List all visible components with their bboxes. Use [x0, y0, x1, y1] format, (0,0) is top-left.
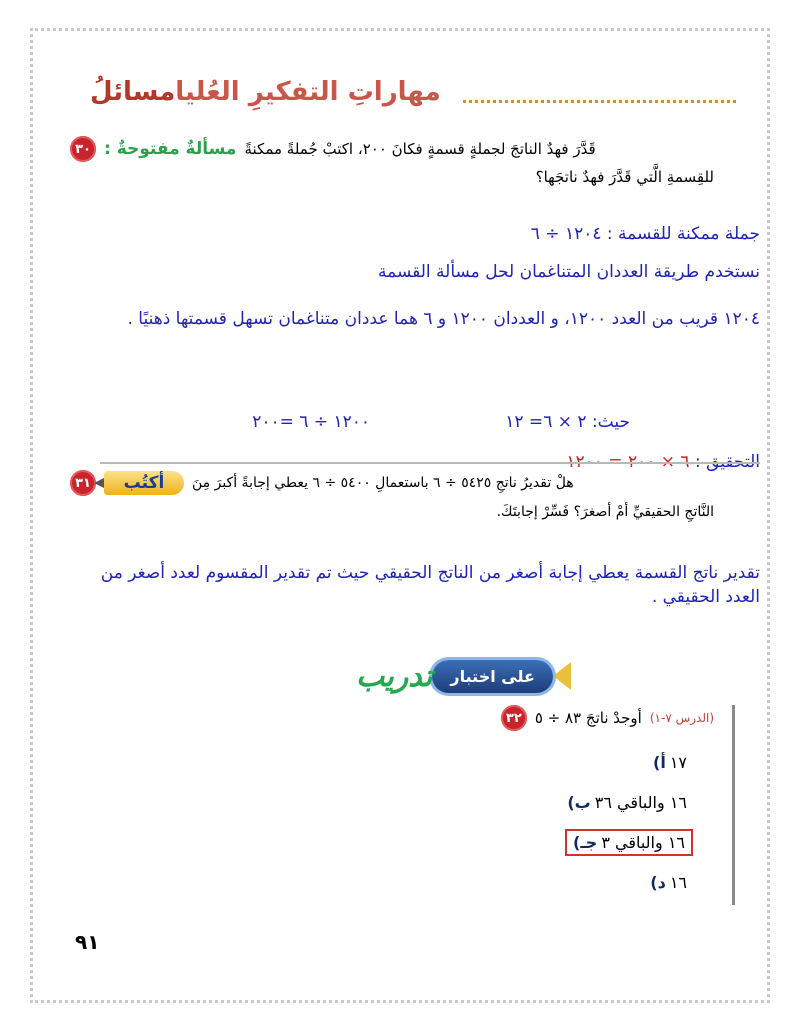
write-tag: أكتُب	[104, 471, 184, 495]
option-c-selected[interactable]	[565, 829, 693, 856]
divider	[100, 462, 760, 464]
banner-arrow-icon	[553, 662, 571, 690]
question-text-line2: للقِسمةِ الَّتي قَدَّرَ فهدٌ ناتجَها؟	[535, 168, 714, 186]
question-number-badge: ٣٠	[70, 136, 96, 162]
calc-right	[370, 412, 630, 432]
question-number-badge: ٣٢	[501, 705, 527, 731]
section-title-part2: مهاراتِ التفكيرِ العُليا	[175, 77, 441, 107]
option-label: د)	[650, 873, 666, 892]
question-text-line1: قَدَّرَ فهدٌ الناتجَ لجملةٍ قسمةٍ فكانَ ٢٠٠، اكتبْ جُملةً ممكنةً	[244, 140, 596, 158]
banner-word1: تدريب	[356, 658, 433, 694]
verify-expression: ٦ × ٢٠٠ = ١٢٠٠	[566, 452, 690, 472]
answer31-text: تقدير ناتج القسمة يعطي إجابة أصغر من الناتج الحقيقي حيث تم تقدير المقسوم لعدد أصغر من العدد الحقيقي .	[100, 563, 760, 607]
practice-question	[417, 705, 735, 905]
calc-row	[70, 412, 760, 432]
question-tag: مسألةٌ مفتوحةٌ :	[104, 139, 237, 159]
dotted-leader	[463, 82, 736, 103]
answer30-line3: ١٢٠٤ قريب من العدد ١٢٠٠، و العددان ١٢٠٠ و ٦ هما عددان متناغمان تسهل قسمتها ذهنيًا .	[127, 309, 760, 329]
question-text-line2: النَّاتجِ الحقيقيِّ أمْ أصغرَ؟ فَسِّرْ إجابتَكَ.	[496, 504, 714, 520]
question-31	[70, 470, 760, 520]
banner-word2: على اختبار	[432, 660, 553, 693]
option-b[interactable]	[567, 793, 687, 812]
option-label: أ)	[653, 753, 666, 772]
calc-left: ١٢٠٠ ÷ ٦ =٢٠٠	[252, 412, 370, 432]
question-number-badge: ٣١	[70, 470, 96, 496]
page-number: ٩١	[75, 930, 100, 954]
verify-label: التحقيق :	[694, 452, 760, 472]
option-value: ١٦ والباقي ٣	[601, 833, 685, 852]
option-label: جـ)	[573, 833, 598, 852]
practice-question-text: أوجدْ ناتجَ ٨٣ ÷ ٥	[534, 709, 642, 727]
lesson-reference: (الدرس ٧-١)	[649, 711, 714, 725]
option-a[interactable]	[653, 753, 687, 772]
section-title-part1: مسائلُ	[90, 77, 176, 107]
option-d[interactable]	[650, 873, 687, 892]
section-header	[90, 72, 750, 112]
question-30	[70, 136, 760, 186]
answer30-line2: نستخدم طريقة العددان المتناغمان لحل مسألة القسمة	[378, 262, 760, 282]
practice-banner	[350, 653, 585, 699]
answer30-line1: جملة ممكنة للقسمة : ١٢٠٤ ÷ ٦	[530, 224, 760, 244]
option-label: ب)	[567, 793, 591, 812]
option-value: ١٧	[669, 753, 687, 772]
question-text-line1: هلْ تقديرُ ناتجِ ٥٤٢٥ ÷ ٦ باستعمالِ ٥٤٠٠ ÷ ٦ يعطي إجابةً أكبرَ مِنَ	[192, 475, 574, 491]
calc-right-label: حيث:	[591, 412, 630, 432]
option-value: ١٦ والباقي ٣٦	[594, 793, 687, 812]
calc-right-expr: ٢ × ٦= ١٢	[505, 412, 587, 432]
option-value: ١٦	[669, 873, 687, 892]
